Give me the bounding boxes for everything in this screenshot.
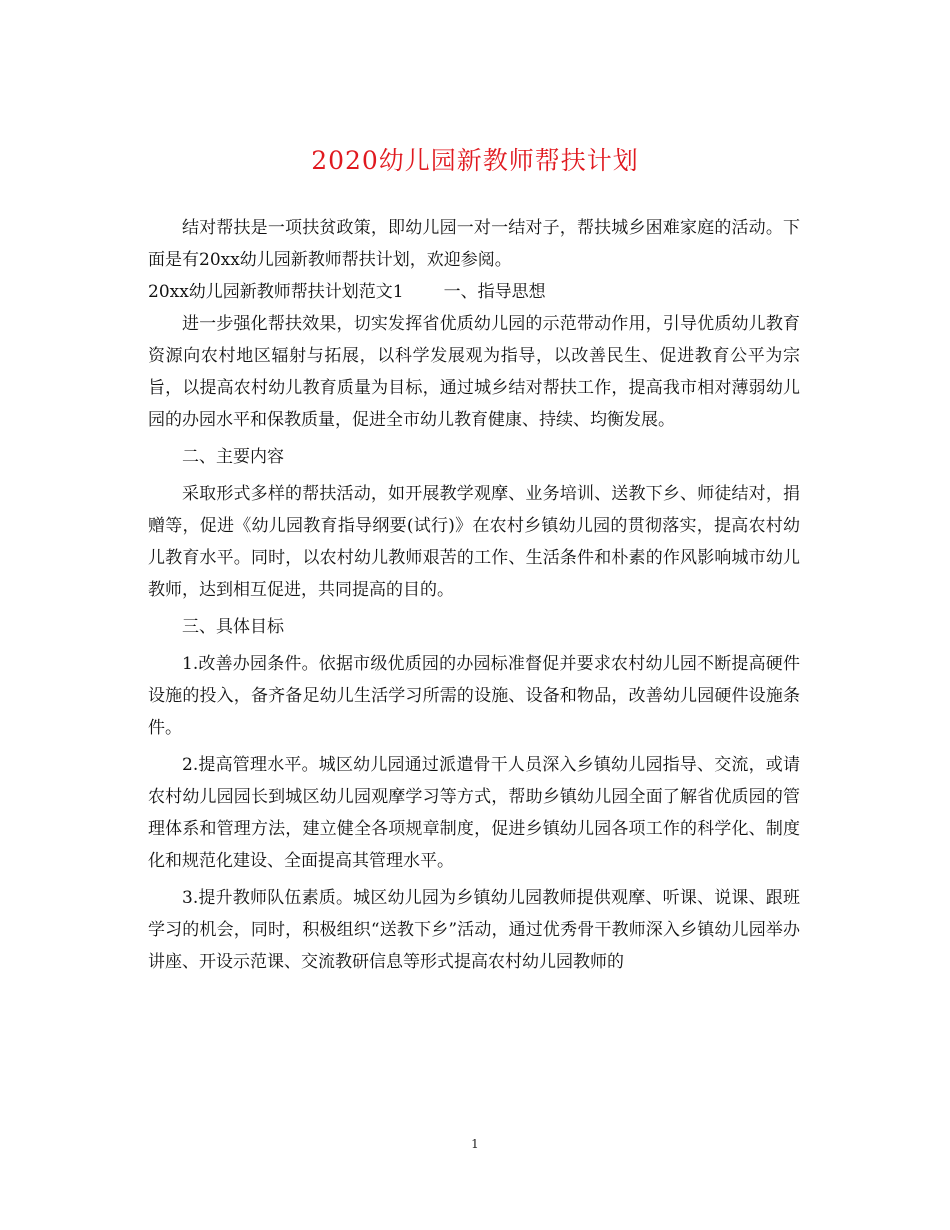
intro-paragraph: 结对帮扶是一项扶贫政策，即幼儿园一对一结对子，帮扶城乡困难家庭的活动。下面是有20xx幼儿园新教师帮扶计划，欢迎参阅。 [148, 218, 800, 270]
sample-heading: 20xx幼儿园新教师帮扶计划范文1 [148, 282, 404, 302]
section1-heading: 一、指导思想 [443, 282, 546, 302]
page-number: 1 [471, 1137, 479, 1151]
goal1-paragraph: 1.改善办园条件。依据市级优质园的办园标准督促并要求农村幼儿园不断提高硬件设施的投入，备齐备足幼儿生活学习所需的设施、设备和物品，改善幼儿园硬件设施条件。 [148, 654, 800, 738]
goal2-paragraph: 2.提高管理水平。城区幼儿园通过派遣骨干人员深入乡镇幼儿园指导、交流，或请农村幼儿园园长到城区幼儿园观摩学习等方式，帮助乡镇幼儿园全面了解省优质园的管理体系和管理方法，建立健全各项规章制度，促进乡镇幼儿园各项工作的科学化、制度化和规范化建设、全面提高其管理水平。 [148, 755, 800, 871]
section2-heading: 二、主要内容 [182, 447, 284, 467]
document-title: 2020幼儿园新教师帮扶计划 [311, 146, 639, 175]
goal3-paragraph: 3.提升教师队伍素质。城区幼儿园为乡镇幼儿园教师提供观摩、听课、说课、跟班学习的机会，同时，积极组织“送教下乡”活动，通过优秀骨干教师深入乡镇幼儿园举办讲座、开设示范课、交流教研信息等形式提高农村幼儿园教师的 [148, 888, 800, 972]
section3-heading: 三、具体目标 [182, 617, 284, 637]
sample-heading-line [148, 276, 800, 308]
document-body [148, 212, 800, 978]
section1-paragraph: 进一步强化帮扶效果，切实发挥省优质幼儿园的示范带动作用，引导优质幼儿教育资源向农村地区辐射与拓展，以科学发展观为指导，以改善民生、促进教育公平为宗旨，以提高农村幼儿教育质量为目标，通过城乡结对帮扶工作，提高我市相对薄弱幼儿园的办园水平和保教质量，促进全市幼儿教育健康、持续、均衡发展。 [148, 314, 800, 430]
section2-paragraph: 采取形式多样的帮扶活动，如开展教学观摩、业务培训、送教下乡、师徒结对，捐赠等，促进《幼儿园教育指导纲要(试行)》在农村乡镇幼儿园的贯彻落实，提高农村幼儿教育水平。同时，以农村幼儿教师艰苦的工作、生活条件和朴素的作风影响城市幼儿教师，达到相互促进，共同提高的目的。 [148, 484, 800, 600]
